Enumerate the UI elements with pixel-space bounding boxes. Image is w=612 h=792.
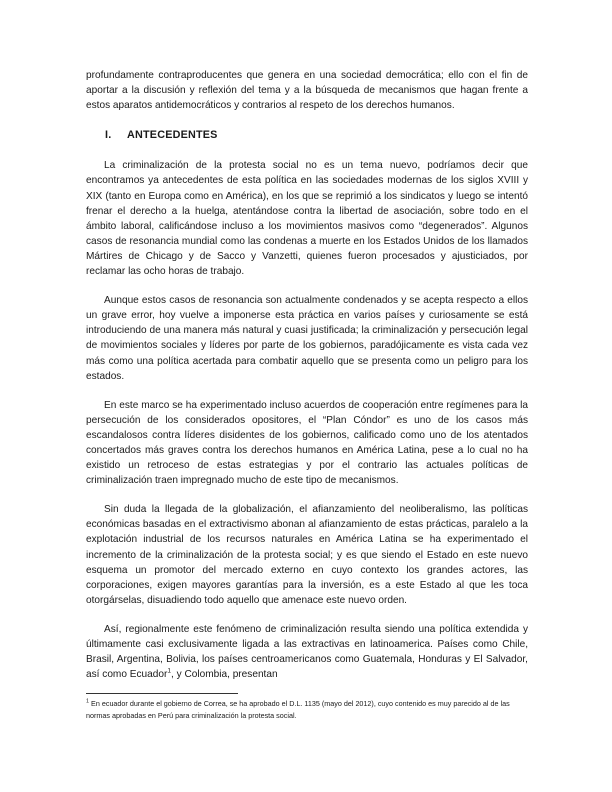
intro-paragraph: profundamente contraproducentes que genera en una sociedad democrática; ello con el fin de aportar a la discusión y reflexión del tema y a la búsqueda de mecanismos que hagan frente a estos aparatos antidemocráticos y contrarios al respeto de los derechos humanos. [86,70,528,112]
section-title: ANTECEDENTES [127,129,218,142]
paragraph-5 [86,622,528,682]
paragraph-3: En este marco se ha experimentado incluso acuerdos de cooperación entre regímenes para la persecución de los considerados opositores, el “Plan Cóndor” es uno de los casos más escandalosos contra líderes disidentes de los gobiernos, calificado como uno de los atentados concertados más graves contra los derechos humanos en América Latina, pese a lo cual no ha existido un retroceso de estas estrategias y por el contrario las actuales políticas de criminalización traen impregnado mucho de este tipo de mecanismos. [86,399,528,487]
paragraph-4: Sin duda la llegada de la globalización, el afianzamiento del neoliberalismo, las políticas económicas basadas en el extractivismo abonan al afianzamiento de estas prácticas, paralelo a la explotación industrial de los recursos naturales en América Latina se ha experimentado el incremento de la criminalización de la protesta social; y es que siendo el Estado en este nuevo esquema un promotor del mercado externo en cuyo contexto los grandes actores, las corporaciones, exigen mayores garantías para la inversión, es a este Estado al que les toca otorgárselas, disuadiendo todo aquello que amenace este nuevo orden. [86,504,528,606]
section-number: I. [105,129,112,142]
footnote-number: 1 [86,698,90,705]
paragraph-1: La criminalización de la protesta social no es un tema nuevo, podríamos decir que encontramos ya antecedentes de esta política en las sociedades modernas de los siglos XVIII y XIX (tanto en Europa como en América), en los que se reprimió a los sindicatos y luego se intentó frenar el derecho a la huelga, atentándose contra la libertad de asociación, sobre todo en el ámbito laboral, calificándose incluso a los movimientos masivos como “degenerados”. Algunos casos de resonancia mundial como las condenas a muerte en los Estados Unidos de los llamados Mártires de Chicago y de Sacco y Vanzetti, quienes fueron procesados y ajusticiados, por reclamar las ocho horas de trabajo. [86,160,528,278]
body-text [86,68,528,682]
footnote-separator [86,693,238,694]
footnote-text: En ecuador durante el gobierno de Correa, se ha aprobado el D.L. 1135 (mayo del 2012), cuyo contenido es muy parecido al de las normas aprobadas en Perú para criminalización la protesta social. [86,699,510,720]
paragraph-5-text: Así, regionalmente este fenómeno de criminalización resulta siendo una política extendida y últimamente casi exclusivamente ligada a las extractivas en latinoamerica. Países como Chile, Brasil, Argentina, Bolivia, los países centroamericanos como Guatemala, Honduras y El Salvador, así como Ecuador [86,623,528,681]
footnote [86,698,528,721]
footnote-reference[interactable]: 1 [167,667,171,675]
paragraph-2: Aunque estos casos de resonancia son actualmente condenados y se acepta respecto a ellos un grave error, hoy vuelve a imponerse esta práctica en varios países y curiosamente se está introduciendo de una manera más natural y cuasi justificada; la criminalización y persecución legal de movimientos sociales y líderes por parte de los gobiernos, paradójicamente es vista cada vez más como una política acertada para combatir aquello que se presenta como un peligro para los estados. [86,295,528,382]
paragraph-5-text-end: , y Colombia, presentan [170,669,278,681]
section-heading [105,128,528,143]
